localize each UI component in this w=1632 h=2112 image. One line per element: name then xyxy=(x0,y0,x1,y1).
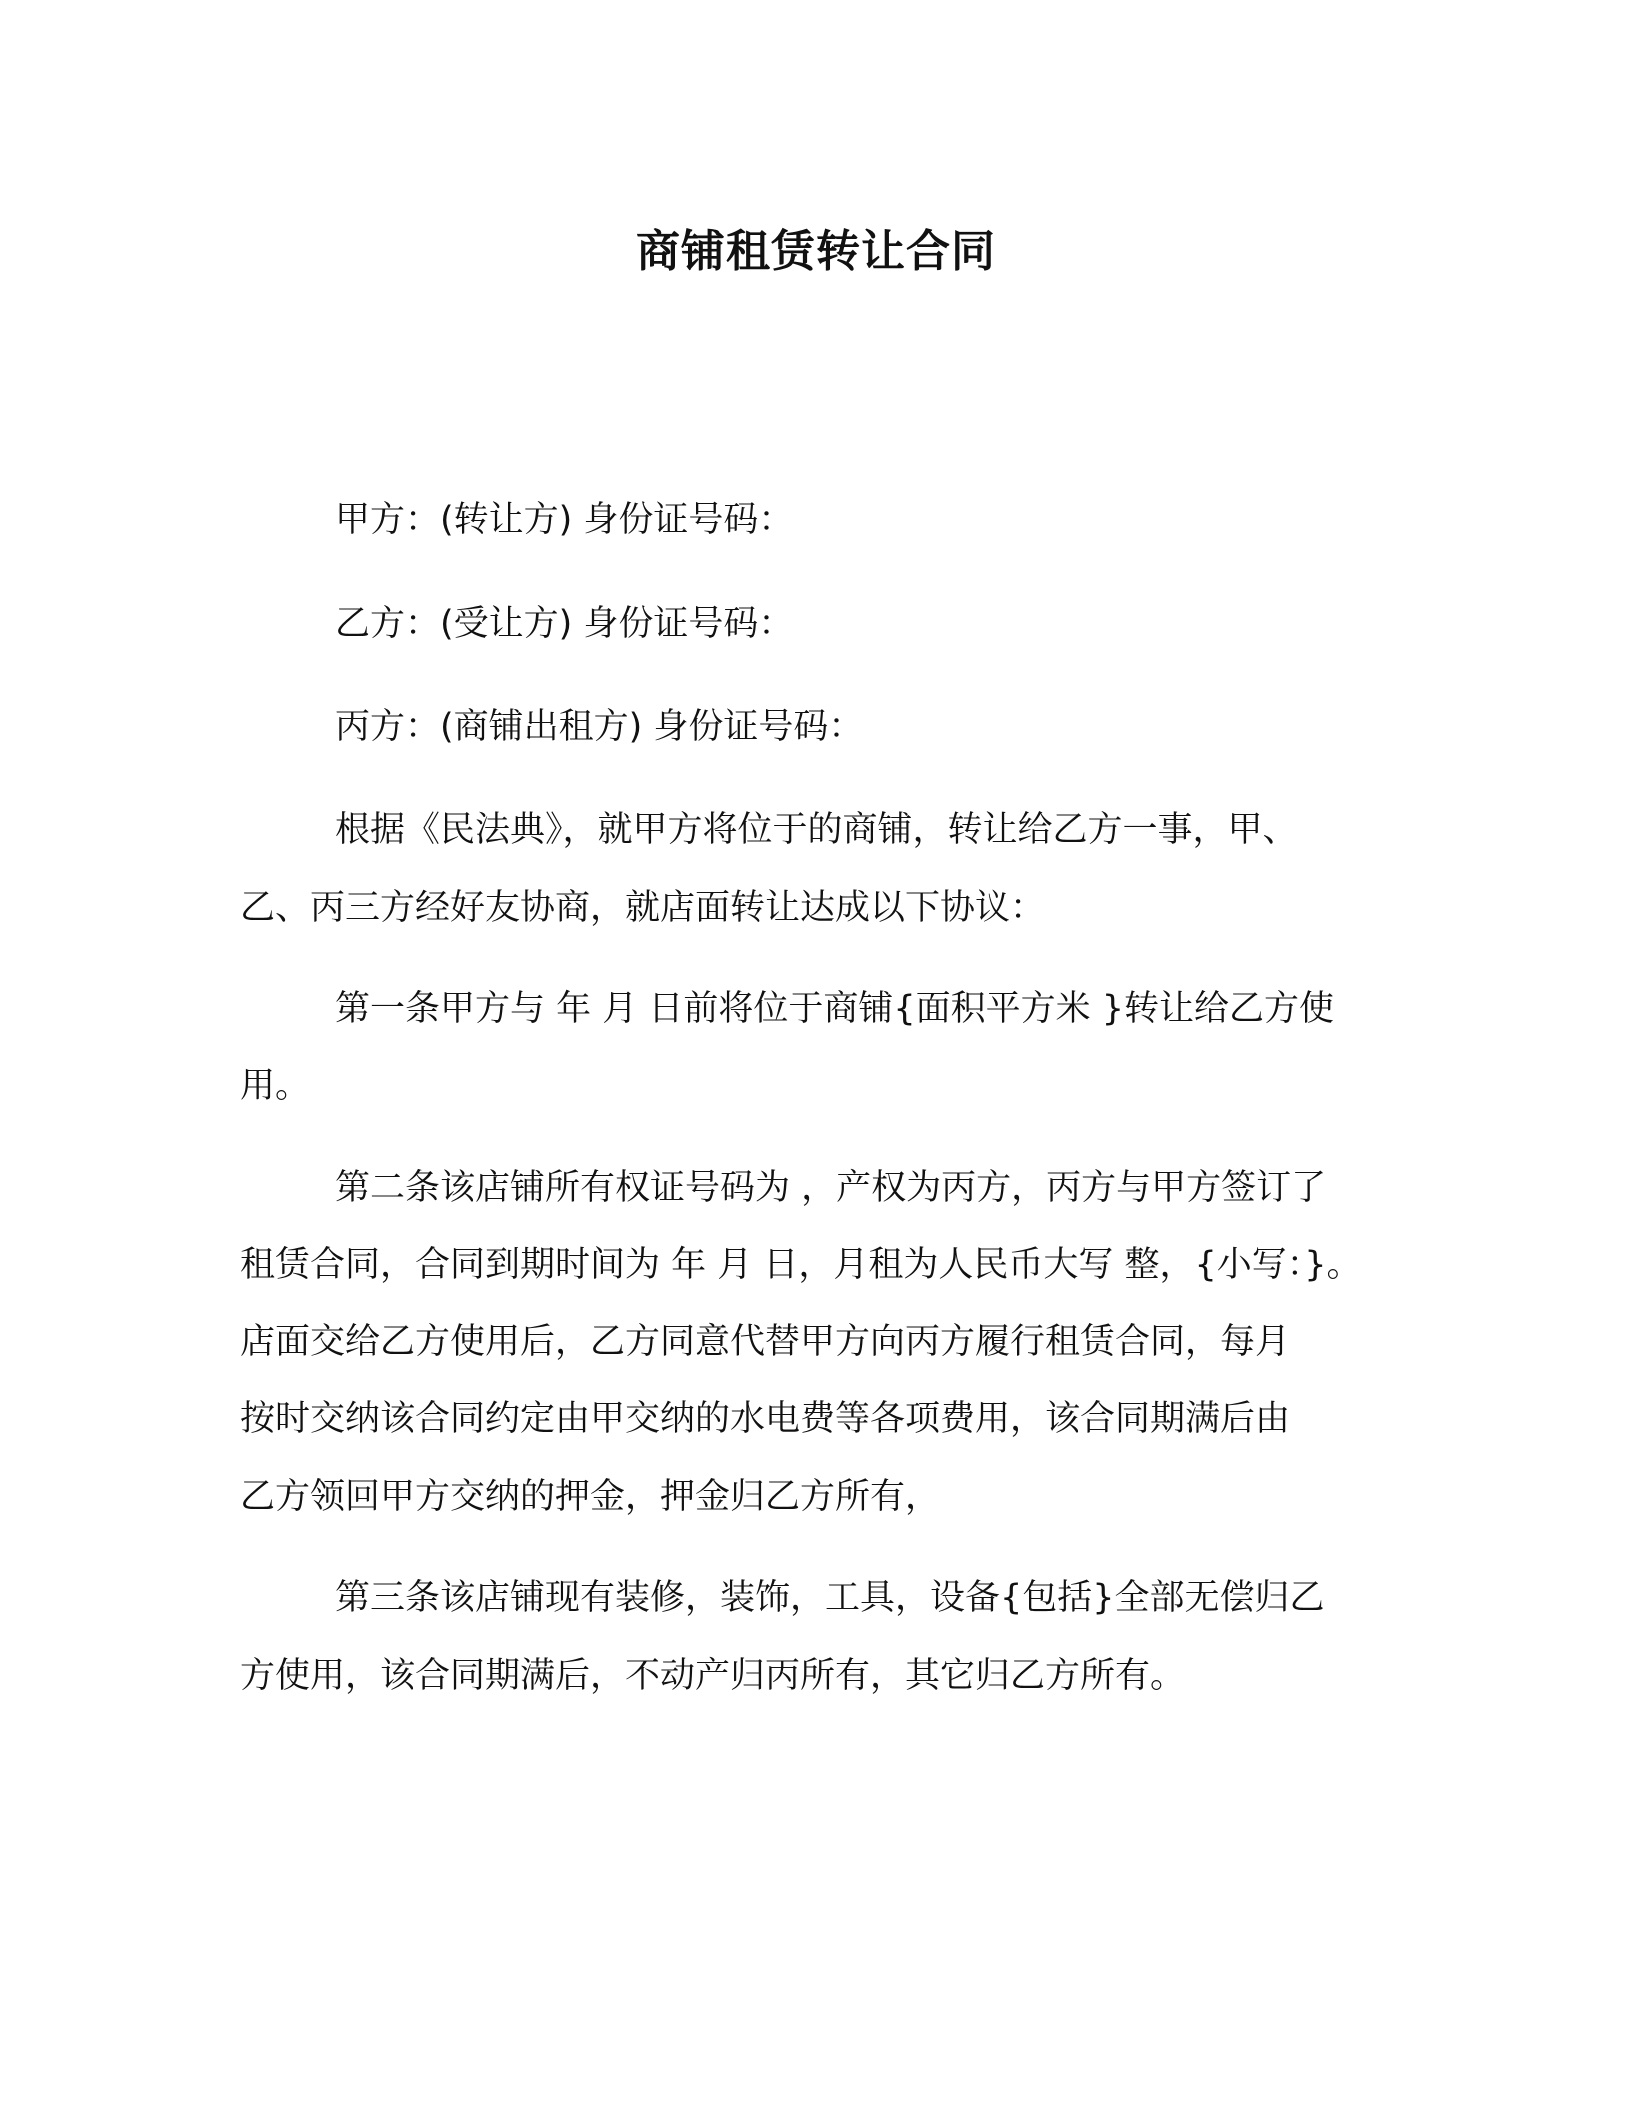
article-1-line-2: 用。 xyxy=(240,1066,311,1106)
document-title: 商铺租赁转让合同 xyxy=(636,226,996,277)
party-b-line: 乙方：(受让方) 身份证号码： xyxy=(335,604,794,644)
preamble-line-2: 乙、丙三方经好友协商，就店面转让达成以下协议： xyxy=(240,888,1046,928)
article-2-line-4: 按时交纳该合同约定由甲交纳的水电费等各项费用，该合同期满后由 xyxy=(240,1399,1291,1439)
party-c-line: 丙方：(商铺出租方) 身份证号码： xyxy=(335,707,864,747)
article-3-line-2: 方使用，该合同期满后，不动产归丙所有，其它归乙方所有。 xyxy=(240,1656,1186,1696)
article-2-line-2: 租赁合同，合同到期时间为 年 月 日，月租为人民币大写 整，{小写：}。 xyxy=(240,1245,1362,1285)
preamble-line-1: 根据《民法典》，就甲方将位于的商铺，转让给乙方一事，甲、 xyxy=(335,810,1298,850)
article-3-line-1: 第三条该店铺现有装修，装饰，工具，设备{包括}全部无偿归乙 xyxy=(335,1578,1325,1618)
article-1-line-1: 第一条甲方与 年 月 日前将位于商铺{面积平方米 }转让给乙方使 xyxy=(335,989,1335,1029)
article-2-line-1: 第二条该店铺所有权证号码为 ，产权为丙方，丙方与甲方签订了 xyxy=(335,1168,1327,1208)
article-2-line-5: 乙方领回甲方交纳的押金，押金归乙方所有， xyxy=(240,1477,941,1517)
party-a-line: 甲方：(转让方) 身份证号码： xyxy=(335,500,794,540)
article-2-line-3: 店面交给乙方使用后，乙方同意代替甲方向丙方履行租赁合同，每月 xyxy=(240,1322,1291,1362)
